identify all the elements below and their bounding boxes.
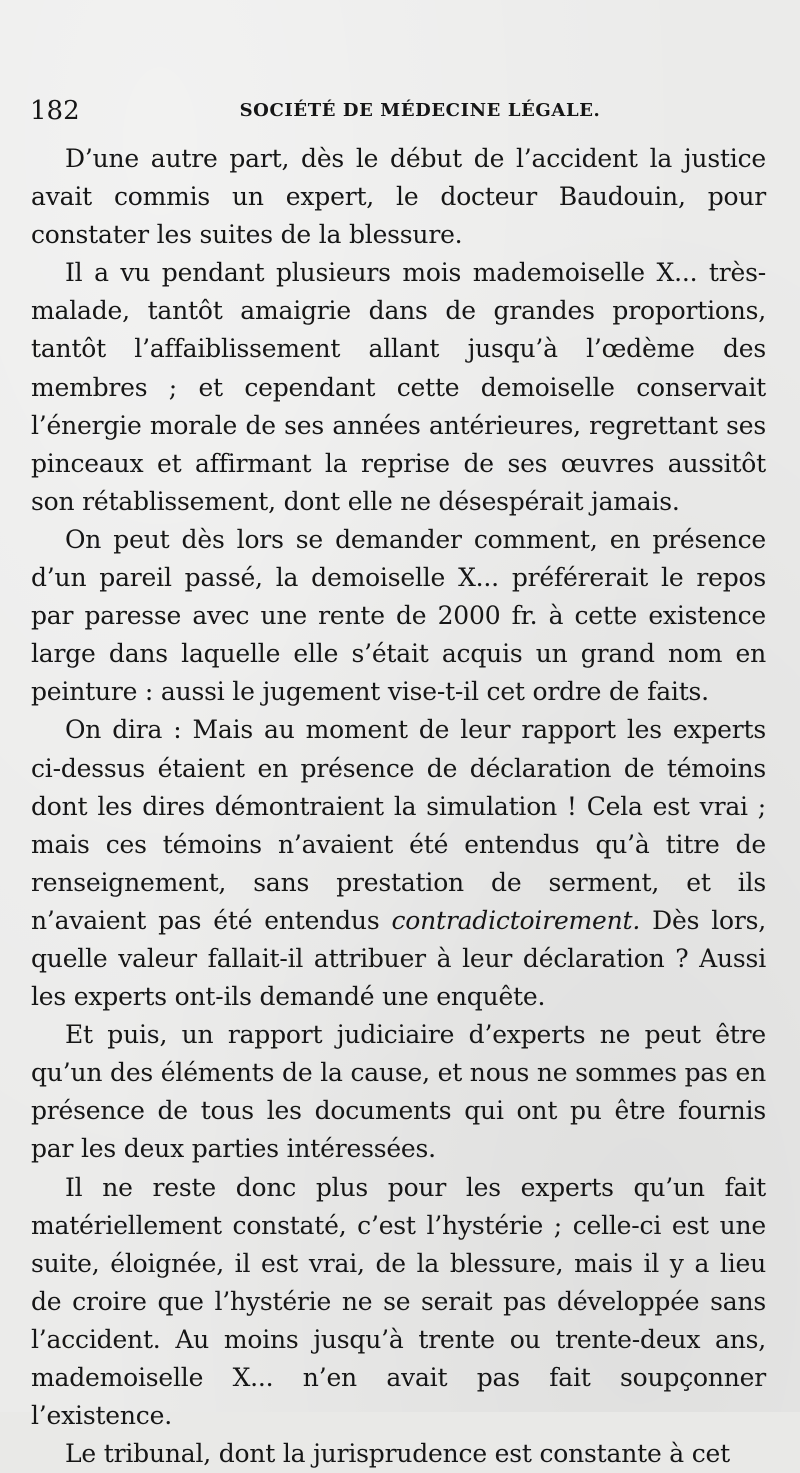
paragraph-4-before: On dira : Mais au moment de leur rapport les experts ci-dessus étaient en présence de déclaration de témoins dont les dires démontraient la simulation ! Cela est vrai ; mais ces témoins n’avaient été entendus qu’à titre de renseignement, sans prestation de serment, et ils n’avaient pas été entendus: [31, 715, 766, 935]
paragraph-4-emphasis: contradictoirement.: [391, 905, 641, 935]
running-title: SOCIÉTÉ DE MÉDECINE LÉGALE.: [239, 100, 601, 121]
page-number: 182: [30, 96, 80, 126]
paragraph-2: Il a vu pendant plusieurs mois mademoiselle X... très-malade, tantôt amaigrie dans de grandes proportions, tantôt l’affaiblissement allant jusqu’à l’œdème des membres ; et cependant cette demoiselle conservait l’énergie morale de ses années antérieures, regrettant ses pinceaux et affirmant la reprise de ses œuvres aussitôt son rétablissement, dont elle ne désespérait jamais.: [31, 258, 766, 516]
paragraph-7: Le tribunal, dont la jurisprudence est constante à cet: [65, 1439, 730, 1469]
paragraph-5: Et puis, un rapport judiciaire d’experts ne peut être qu’un des éléments de la cause, et nous ne sommes pas en présence de tous les documents qui ont pu être fournis par les deux parties intéressées.: [31, 1020, 766, 1164]
paragraph-6: Il ne reste donc plus pour les experts qu’un fait matériellement constaté, c’est l’hystérie ; celle-ci est une suite, éloignée, il est vrai, de la blessure, mais il y a lieu de croire que l’hystérie ne se serait pas développée sans l’accident. Au moins jusqu’à trente ou trente-deux ans, mademoiselle X... n’en avait pas fait soupçonner l’existence.: [31, 1172, 766, 1431]
body-text: [31, 140, 766, 1473]
paragraph-4: [31, 711, 766, 1016]
page-header: [30, 96, 770, 126]
paragraph-4-after: Dès lors, quelle valeur fallait-il attribuer à leur déclaration ? Aussi les experts ont-ils demandé une enquête.: [31, 905, 766, 1012]
paragraph-1: D’une autre part, dès le début de l’accident la justice avait commis un expert, le docteur Baudouin, pour constater les suites de la blessure.: [31, 144, 766, 250]
paragraph-3: On peut dès lors se demander comment, en présence d’un pareil passé, la demoiselle X... préférerait le repos par paresse avec une rente de 2000 fr. à cette existence large dans laquelle elle s’était acquis un grand nom en peinture : aussi le jugement vise-t-il cet ordre de faits.: [31, 524, 766, 707]
